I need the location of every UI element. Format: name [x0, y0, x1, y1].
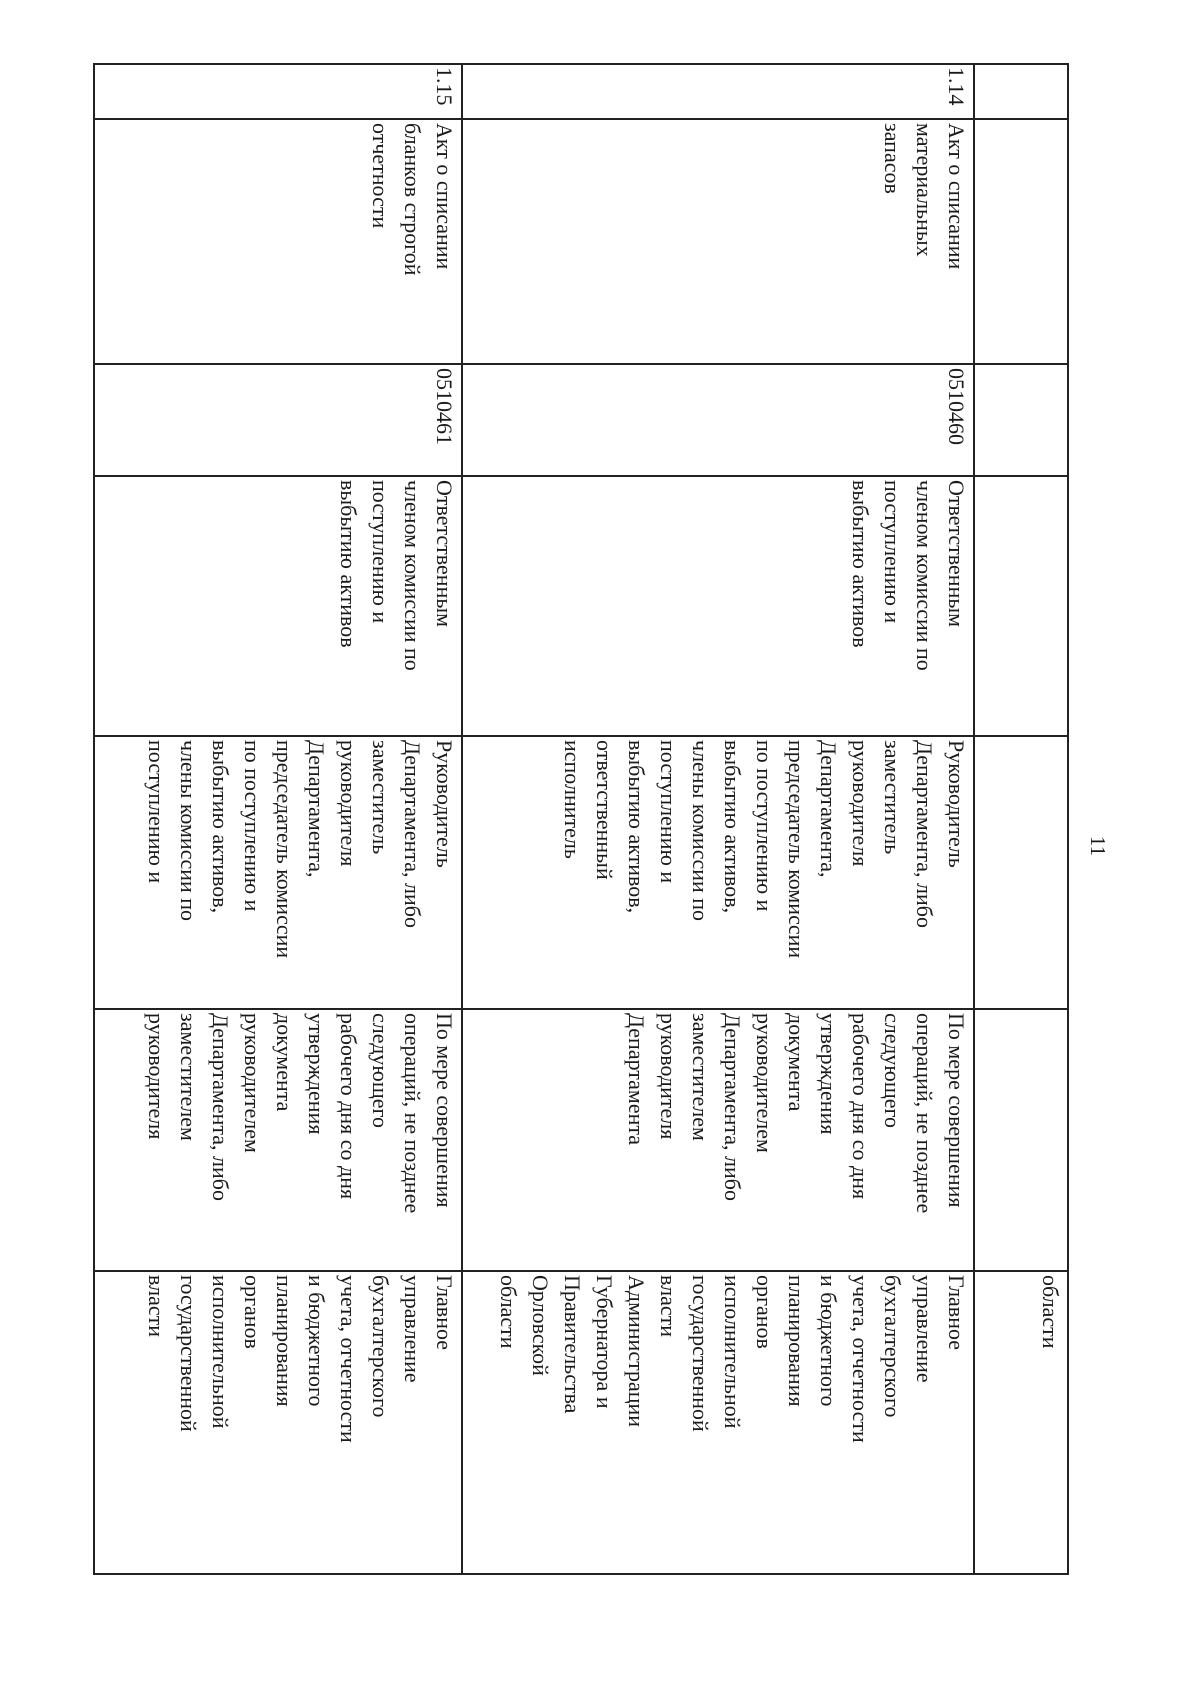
column-divider	[93, 475, 1069, 477]
column-divider	[93, 1008, 1069, 1010]
column-divider	[93, 735, 1069, 737]
row-1-deadline: По мере совершения операций, не позднее следующего рабочего дня со дня утверждения документа руководителем Департамента, либо заместителем руководителя Департамента	[624, 1013, 969, 1214]
row-1-receiver: Главное управление бухгалтерского учета, отчетности и бюджетного планирования органов исполнительной государственной власти Администрации Губернатора и Правительства Орловской области	[496, 1275, 969, 1443]
document-table	[93, 63, 1069, 1575]
row-2-name: Акт о списании бланков строгой отчетности	[368, 123, 457, 276]
row-2-number: 1.15	[432, 67, 457, 106]
column-divider	[93, 363, 1069, 365]
row-divider	[461, 63, 463, 1575]
row-1-preparer: Ответственным членом комиссии по поступлению и выбытию активов	[848, 480, 969, 671]
row-1-number: 1.14	[944, 67, 969, 106]
row-2-preparer: Ответственным членом комиссии по поступлению и выбытию активов	[336, 480, 457, 671]
row-2-signers: Руководитель Департамента, либо заместитель руководителя Департамента, председатель комиссии по поступлению и выбытию активов, члены комиссии по поступлению и	[144, 740, 457, 959]
table-border-bottom	[93, 1573, 1069, 1575]
row-2-deadline: По мере совершения операций, не позднее следующего рабочего дня со дня утверждения документа руководителем Департамента, либо заместителем руководителя	[144, 1013, 457, 1214]
table-border-left	[93, 63, 95, 1575]
row-1-signers: Руководитель Департамента, либо заместитель руководителя Департамента, председатель комиссии по поступлению и выбытию активов, члены комиссии по поступлению и выбытию активов, ответственный исполнитель	[560, 740, 969, 959]
table-border-right	[1067, 63, 1069, 1575]
column-divider	[93, 118, 1069, 120]
row-divider	[973, 63, 975, 1575]
row-2-code: 0510461	[432, 368, 457, 445]
row-1-code: 0510460	[944, 368, 969, 445]
table-border-top	[93, 63, 1069, 65]
row-1-name: Акт о списании материальных запасов	[880, 123, 969, 270]
page-number: 11	[1086, 835, 1111, 857]
row-2-receiver: Главное управление бухгалтерского учета, отчетности и бюджетного планирования органов исполнительной государственной власти	[144, 1275, 457, 1443]
continuation-receiver-cell: области	[1038, 1275, 1063, 1349]
column-divider	[93, 1270, 1069, 1272]
